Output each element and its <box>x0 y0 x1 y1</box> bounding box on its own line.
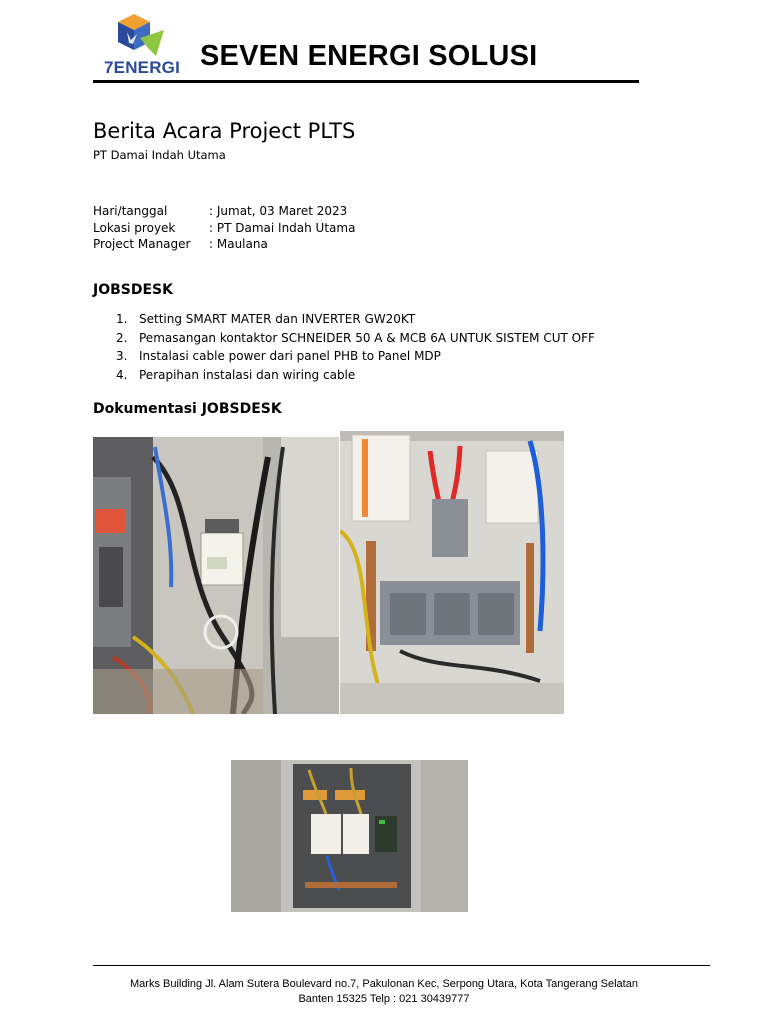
list-item-text: Pemasangan kontaktor SCHNEIDER 50 A & MCB 6A UNTUK SISTEM CUT OFF <box>139 330 595 345</box>
info-value: : Jumat, 03 Maret 2023 <box>209 204 348 218</box>
list-item-number: 4. <box>116 367 128 382</box>
logo-cube-icon <box>100 12 192 62</box>
info-value: : PT Damai Indah Utama <box>209 220 356 235</box>
list-item-text: Instalasi cable power dari panel PHB to Panel MDP <box>139 349 441 363</box>
info-label: Project Manager <box>93 237 191 251</box>
info-label: Hari/tanggal <box>93 204 168 218</box>
info-label: Lokasi proyek <box>93 220 176 235</box>
document-subtitle: PT Damai Indah Utama <box>93 148 226 162</box>
list-item-text: Perapihan instalasi dan wiring cable <box>139 367 356 382</box>
logo-wordmark: 7ENERGI <box>104 58 181 77</box>
documentation-heading: Dokumentasi JOBSDESK <box>93 401 282 417</box>
footer-divider <box>93 965 710 966</box>
header-divider <box>93 80 639 83</box>
jobsdesk-heading: JOBSDESK <box>93 282 173 298</box>
list-item-number: 2. <box>116 330 128 345</box>
photo-smart-meter-wiring <box>93 437 339 714</box>
footer-postal-phone: Banten 15325 Telp : 021 30439777 <box>298 993 470 1005</box>
list-item-number: 3. <box>116 349 128 363</box>
footer-address: Marks Building Jl. Alam Sutera Boulevard no.7, Pakulonan Kec, Serpong Utara, Kota Tangerang Selatan <box>130 978 638 990</box>
company-logo <box>100 12 192 78</box>
photo-contactor-mcb <box>231 760 468 912</box>
company-name: SEVEN ENERGI SOLUSI <box>200 40 538 72</box>
list-item-number: 1. <box>116 312 128 326</box>
document-title: Berita Acara Project PLTS <box>93 119 356 143</box>
list-item-text: Setting SMART MATER dan INVERTER GW20KT <box>139 312 416 326</box>
photo-panel-mccb <box>340 431 564 714</box>
info-value: : Maulana <box>209 237 268 251</box>
